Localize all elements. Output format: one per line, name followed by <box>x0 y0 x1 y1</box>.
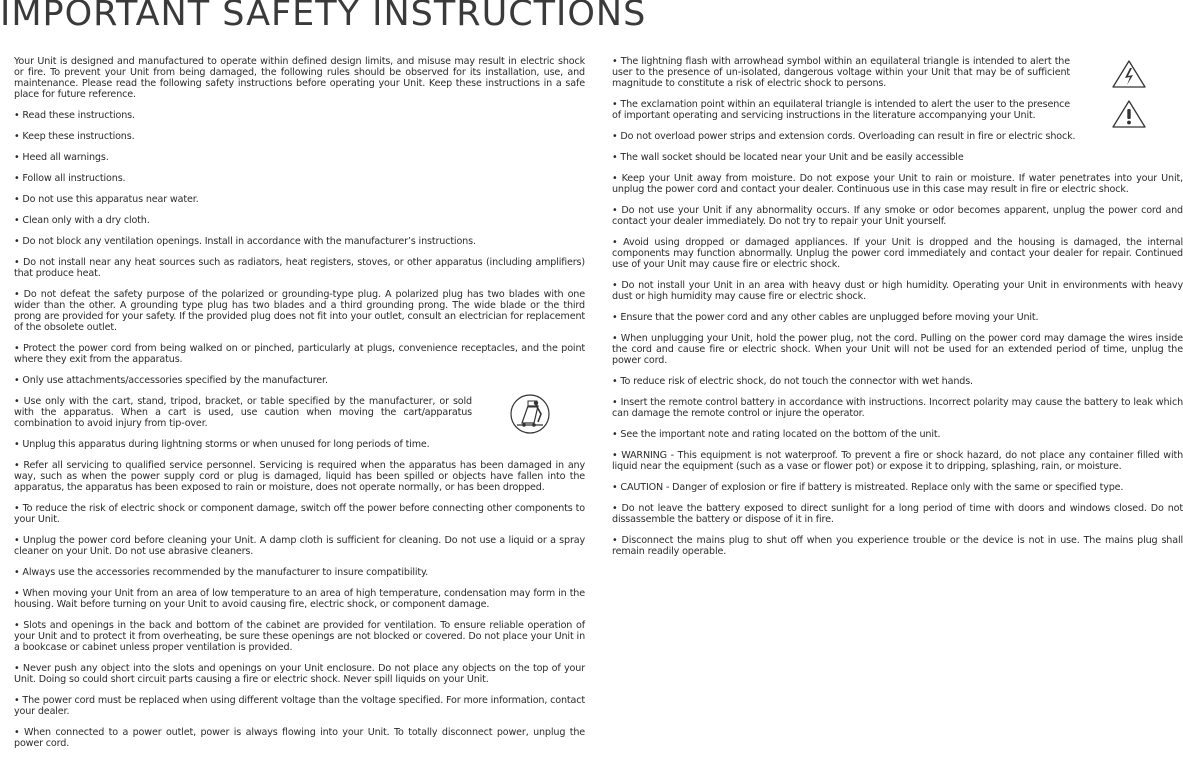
list-item: • Ensure that the power cord and any other cables are unplugged before moving your Unit. <box>612 312 1039 323</box>
list-item: • Do not overload power strips and extension cords. Overloading can result in fire or electric shock. <box>612 131 1076 142</box>
exclamation-item <box>612 99 1183 121</box>
list-item: • Unplug this apparatus during lightning storms or when unused for long periods of time. <box>14 439 430 450</box>
list-item: • Disconnect the mains plug to shut off when you experience trouble or the device is not in use. The mains plug shall remain readily operable. <box>612 535 1183 557</box>
list-item: • Do not block any ventilation openings. Install in accordance with the manufacturer’s instructions. <box>14 236 476 247</box>
list-item: • Do not leave the battery exposed to direct sunlight for a long period of time with doors and windows closed. Do not dissassemble the battery or dispose of it in fire. <box>612 503 1183 525</box>
list-item: • Protect the power cord from being walked on or pinched, particularly at plugs, convenience receptacles, and the point where they exit from the apparatus. <box>14 343 585 365</box>
list-item: • Do not defeat the safety purpose of the polarized or grounding-type plug. A polarized plug has two blades with one wider than the other. A grounding type plug has two blades and a third grounding prong. The wide blade or the third prong are provided for your safety. If the provided plug does not fit into your outlet, consult an electrician for replacement of the obsolete outlet. <box>14 289 585 333</box>
lightning-triangle-icon <box>1111 59 1147 89</box>
exclamation-triangle-icon <box>1111 99 1147 129</box>
list-item: • Keep your Unit away from moisture. Do not expose your Unit to rain or moisture. If water penetrates into your Unit, unplug the power cord and contact your dealer. Continuous use in this case may result in fire or electric shock. <box>612 173 1183 195</box>
list-item: • Do not use your Unit if any abnormality occurs. If any smoke or odor becomes apparent, unplug the power cord and contact your dealer immediately. Do not try to repair your Unit yourself. <box>612 205 1183 227</box>
list-item: • Only use attachments/accessories specified by the manufacturer. <box>14 375 328 386</box>
list-item: • Heed all warnings. <box>14 152 109 163</box>
list-item: • Refer all servicing to qualified service personnel. Servicing is required when the apparatus has been damaged in any way, such as when the power supply cord or plug is damaged, liquid has been spilled or objects have fallen into the apparatus, the apparatus has been exposed to rain or moisture, does not operate normally, or has been dropped. <box>14 460 585 493</box>
list-item: • To reduce risk of electric shock, do not touch the connector with wet hands. <box>612 376 973 387</box>
list-item: • Do not install your Unit in an area with heavy dust or high humidity. Operating your Unit in environments with heavy dust or high humidity may cause fire or electric shock. <box>612 280 1183 302</box>
list-item: • CAUTION - Danger of explosion or fire if battery is mistreated. Replace only with the same or specified type. <box>612 482 1124 493</box>
list-item: • When unplugging your Unit, hold the power plug, not the cord. Pulling on the power cord may damage the wires inside the cord and cause fire or electric shock. When your Unit will not be used for an extended period of time, unplug the power cord. <box>612 333 1183 366</box>
right-column <box>612 56 1183 567</box>
list-item: • The exclamation point within an equilateral triangle is intended to alert the user to the presence of important operating and servicing instructions in the literature accompanying your Unit. <box>612 99 1070 121</box>
list-item: • Never push any object into the slots and openings on your Unit enclosure. Do not place any objects on the top of your Unit. Doing so could short circuit parts causing a fire or electric shock. Never spill liquids on your Unit. <box>14 663 585 685</box>
list-item: • When moving your Unit from an area of low temperature to an area of high temperature, condensation may form in the housing. Wait before turning on your Unit to avoid causing fire, electric shock, or component damage. <box>14 588 585 610</box>
list-item: • Always use the accessories recommended by the manufacturer to insure compatibility. <box>14 567 429 578</box>
cart-item <box>14 396 585 429</box>
list-item: • Avoid using dropped or damaged appliances. If your Unit is dropped and the housing is damaged, the internal components may function abnormally. Unplug the power cord immediately and contact your dealer for repair. Continued use of your Unit may cause fire or electric shock. <box>612 237 1183 270</box>
list-item: • The power cord must be replaced when using different voltage than the voltage specified. For more information, contact your dealer. <box>14 695 585 717</box>
list-item: • When connected to a power outlet, power is always flowing into your Unit. To totally disconnect power, unplug the power cord. <box>14 727 585 749</box>
list-item: • Clean only with a dry cloth. <box>14 215 150 226</box>
list-item: • Do not install near any heat sources such as radiators, heat registers, stoves, or other apparatus (including amplifiers) that produce heat. <box>14 257 585 279</box>
lightning-item <box>612 56 1183 89</box>
list-item: • The lightning flash with arrowhead symbol within an equilateral triangle is intended to alert the user to the presence of un-isolated, dangerous voltage within your Unit that may be of sufficient magnitude to constitute a risk of electric shock to persons. <box>612 56 1070 89</box>
list-item: • Unplug the power cord before cleaning your Unit. A damp cloth is sufficient for cleaning. Do not use a liquid or a spray cleaner on your Unit. Do not use abrasive cleaners. <box>14 535 585 557</box>
list-item: • Insert the remote control battery in accordance with instructions. Incorrect polarity may cause the battery to leak which can damage the remote control or injure the operator. <box>612 397 1183 419</box>
list-item: • Do not use this apparatus near water. <box>14 194 199 205</box>
list-item: • WARNING - This equipment is not waterproof. To prevent a fire or shock hazard, do not place any container filled with liquid near the equipment (such as a vase or flower pot) or expose it to dripping, splashing, rain, or moisture. <box>612 450 1183 472</box>
page-title: IMPORTANT SAFETY INSTRUCTIONS <box>0 0 647 34</box>
cart-tipover-warning-icon <box>508 392 552 436</box>
left-column <box>14 56 585 759</box>
list-item: • See the important note and rating located on the bottom of the unit. <box>612 429 941 440</box>
list-item: • Keep these instructions. <box>14 131 135 142</box>
list-item: • Follow all instructions. <box>14 173 126 184</box>
list-item: • Read these instructions. <box>14 110 135 121</box>
intro-paragraph: Your Unit is designed and manufactured to operate within defined design limits, and misuse may result in electric shock or fire. To prevent your Unit from being damaged, the following rules should be observed for its installation, use, and maintenance. Please read the following safety instructions before operating your Unit. Keep these instructions in a safe place for future reference. <box>14 56 585 100</box>
list-item: • Use only with the cart, stand, tripod, bracket, or table specified by the manufacturer, or sold with the apparatus. When a cart is used, use caution when moving the cart/apparatus combination to avoid injury from tip-over. <box>14 396 472 429</box>
list-item: • The wall socket should be located near your Unit and be easily accessible <box>612 152 964 163</box>
list-item: • Slots and openings in the back and bottom of the cabinet are provided for ventilation. To ensure reliable operation of your Unit and to protect it from overheating, be sure these openings are not blocked or covered. Do not place your Unit in a bookcase or cabinet unless proper ventilation is provided. <box>14 620 585 653</box>
list-item: • To reduce the risk of electric shock or component damage, switch off the power before connecting other components to your Unit. <box>14 503 585 525</box>
